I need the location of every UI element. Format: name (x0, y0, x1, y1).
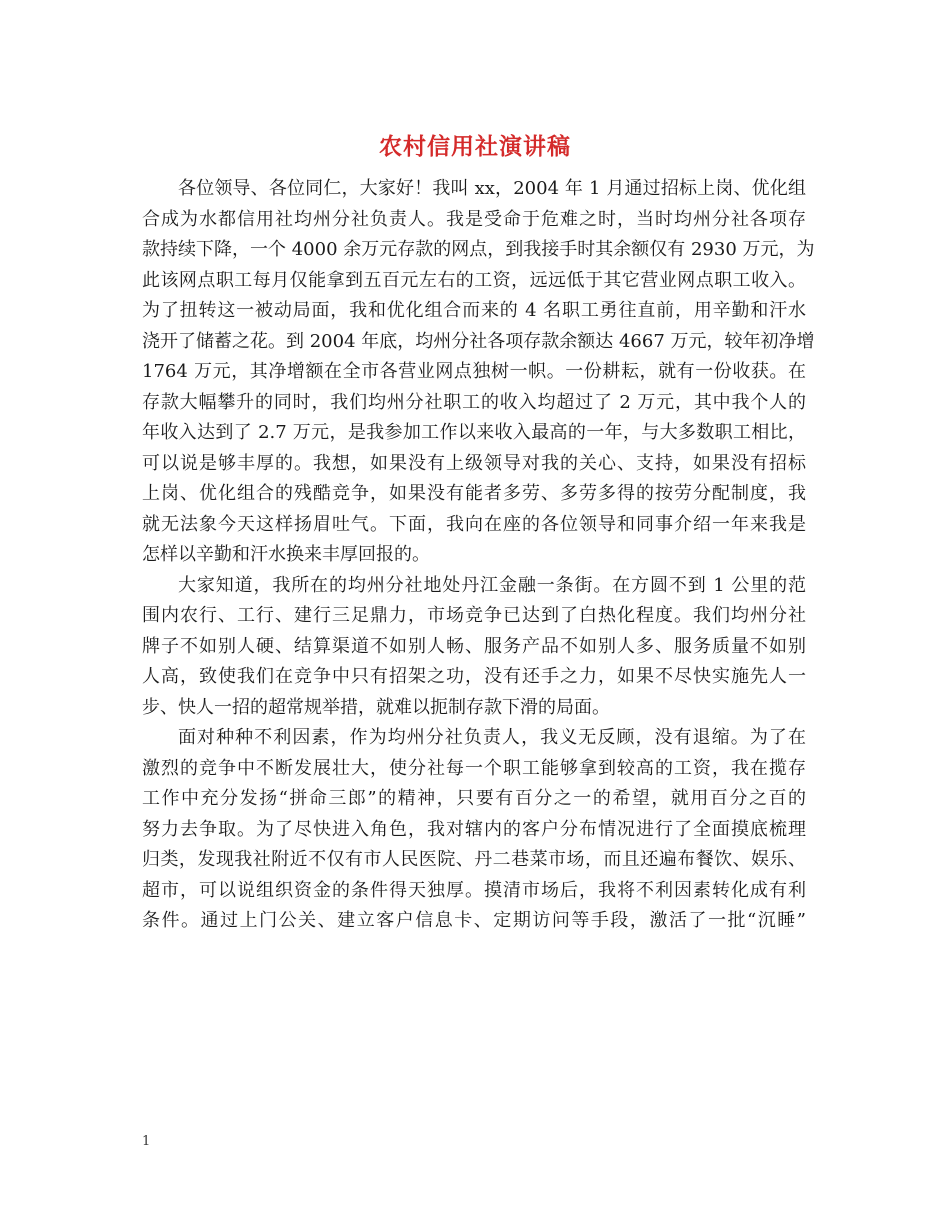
text-line: 浇开了储蓄之花。到 2004 年底，均州分社各项存款余额达 4667 万元，较年初净增 (142, 330, 815, 352)
text-line: 围内农行、工行、建行三足鼎力，市场竞争已达到了白热化程度。我们均州分社 (142, 605, 806, 626)
text-line: 年收入达到了 2.7 万元，是我参加工作以来收入最高的一年，与大多数职工相比， (142, 422, 806, 443)
text-line: 步、快人一招的超常规举措，就难以扼制存款下滑的局面。 (142, 696, 610, 718)
text-line: 超市，可以说组织资金的条件得天独厚。摸清市场后，我将不利因素转化成有利 (142, 879, 806, 901)
text-line: 上岗、优化组合的残酷竞争，如果没有能者多劳、多劳多得的按劳分配制度，我 (142, 483, 806, 504)
text-line: 存款大幅攀升的同时，我们均州分社职工的收入均超过了 2 万元，其中我个人的 (142, 391, 806, 413)
text-line: 牌子不如别人硬、结算渠道不如别人畅、服务产品不如别人多、服务质量不如别 (142, 635, 806, 657)
text-line: 激烈的竞争中不断发展壮大，使分社每一个职工能够拿到较高的工资，我在揽存 (142, 757, 806, 779)
text-line: 面对种种不利因素，作为均州分社负责人，我义无反顾，没有退缩。为了在 (178, 727, 806, 748)
text-line: 怎样以辛勤和汗水换来丰厚回报的。 (142, 544, 430, 565)
text-line: 工作中充分发扬“拼命三郎”的精神，只要有百分之一的希望，就用百分之百的 (142, 788, 806, 809)
text-line: 努力去争取。为了尽快进入角色，我对辖内的客户分布情况进行了全面摸底梳理 (142, 818, 806, 840)
text-line: 各位领导、各位同仁，大家好！我叫 xx，2004 年 1 月通过招标上岗、优化组 (178, 178, 806, 199)
document-body (142, 174, 815, 937)
text-line: 人高，致使我们在竞争中只有招架之功，没有还手之力，如果不尽快实施先人一 (142, 666, 806, 687)
text-line: 合成为水都信用社均州分社负责人。我是受命于危难之时，当时均州分社各项存 (142, 208, 806, 230)
text-line: 归类，发现我社附近不仅有市人民医院、丹二巷菜市场，而且还遍布餐饮、娱乐、 (142, 849, 806, 870)
document-title: 农村信用社演讲稿 (379, 134, 571, 160)
text-line: 1764 万元，其净增额在全市各营业网点独树一帜。一份耕耘，就有一份收获。在 (142, 361, 806, 382)
text-line: 款持续下降，一个 4000 余万元存款的网点，到我接手时其余额仅有 2930 万元，为 (142, 239, 815, 260)
text-line: 大家知道，我所在的均州分社地处丹江金融一条街。在方圆不到 1 公里的范 (178, 574, 806, 596)
text-line: 就无法象今天这样扬眉吐气。下面，我向在座的各位领导和同事介绍一年来我是 (142, 513, 806, 535)
text-line: 此该网点职工每月仅能拿到五百元左右的工资，远远低于其它营业网点职工收入。 (142, 269, 806, 291)
text-line: 可以说是够丰厚的。我想，如果没有上级领导对我的关心、支持，如果没有招标 (142, 452, 806, 474)
text-line: 条件。通过上门公关、建立客户信息卡、定期访问等手段，激活了一批“沉睡” (142, 910, 806, 931)
page-number: 1 (142, 1134, 151, 1149)
text-line: 为了扭转这一被动局面，我和优化组合而来的 4 名职工勇往直前，用辛勤和汗水 (142, 300, 806, 321)
